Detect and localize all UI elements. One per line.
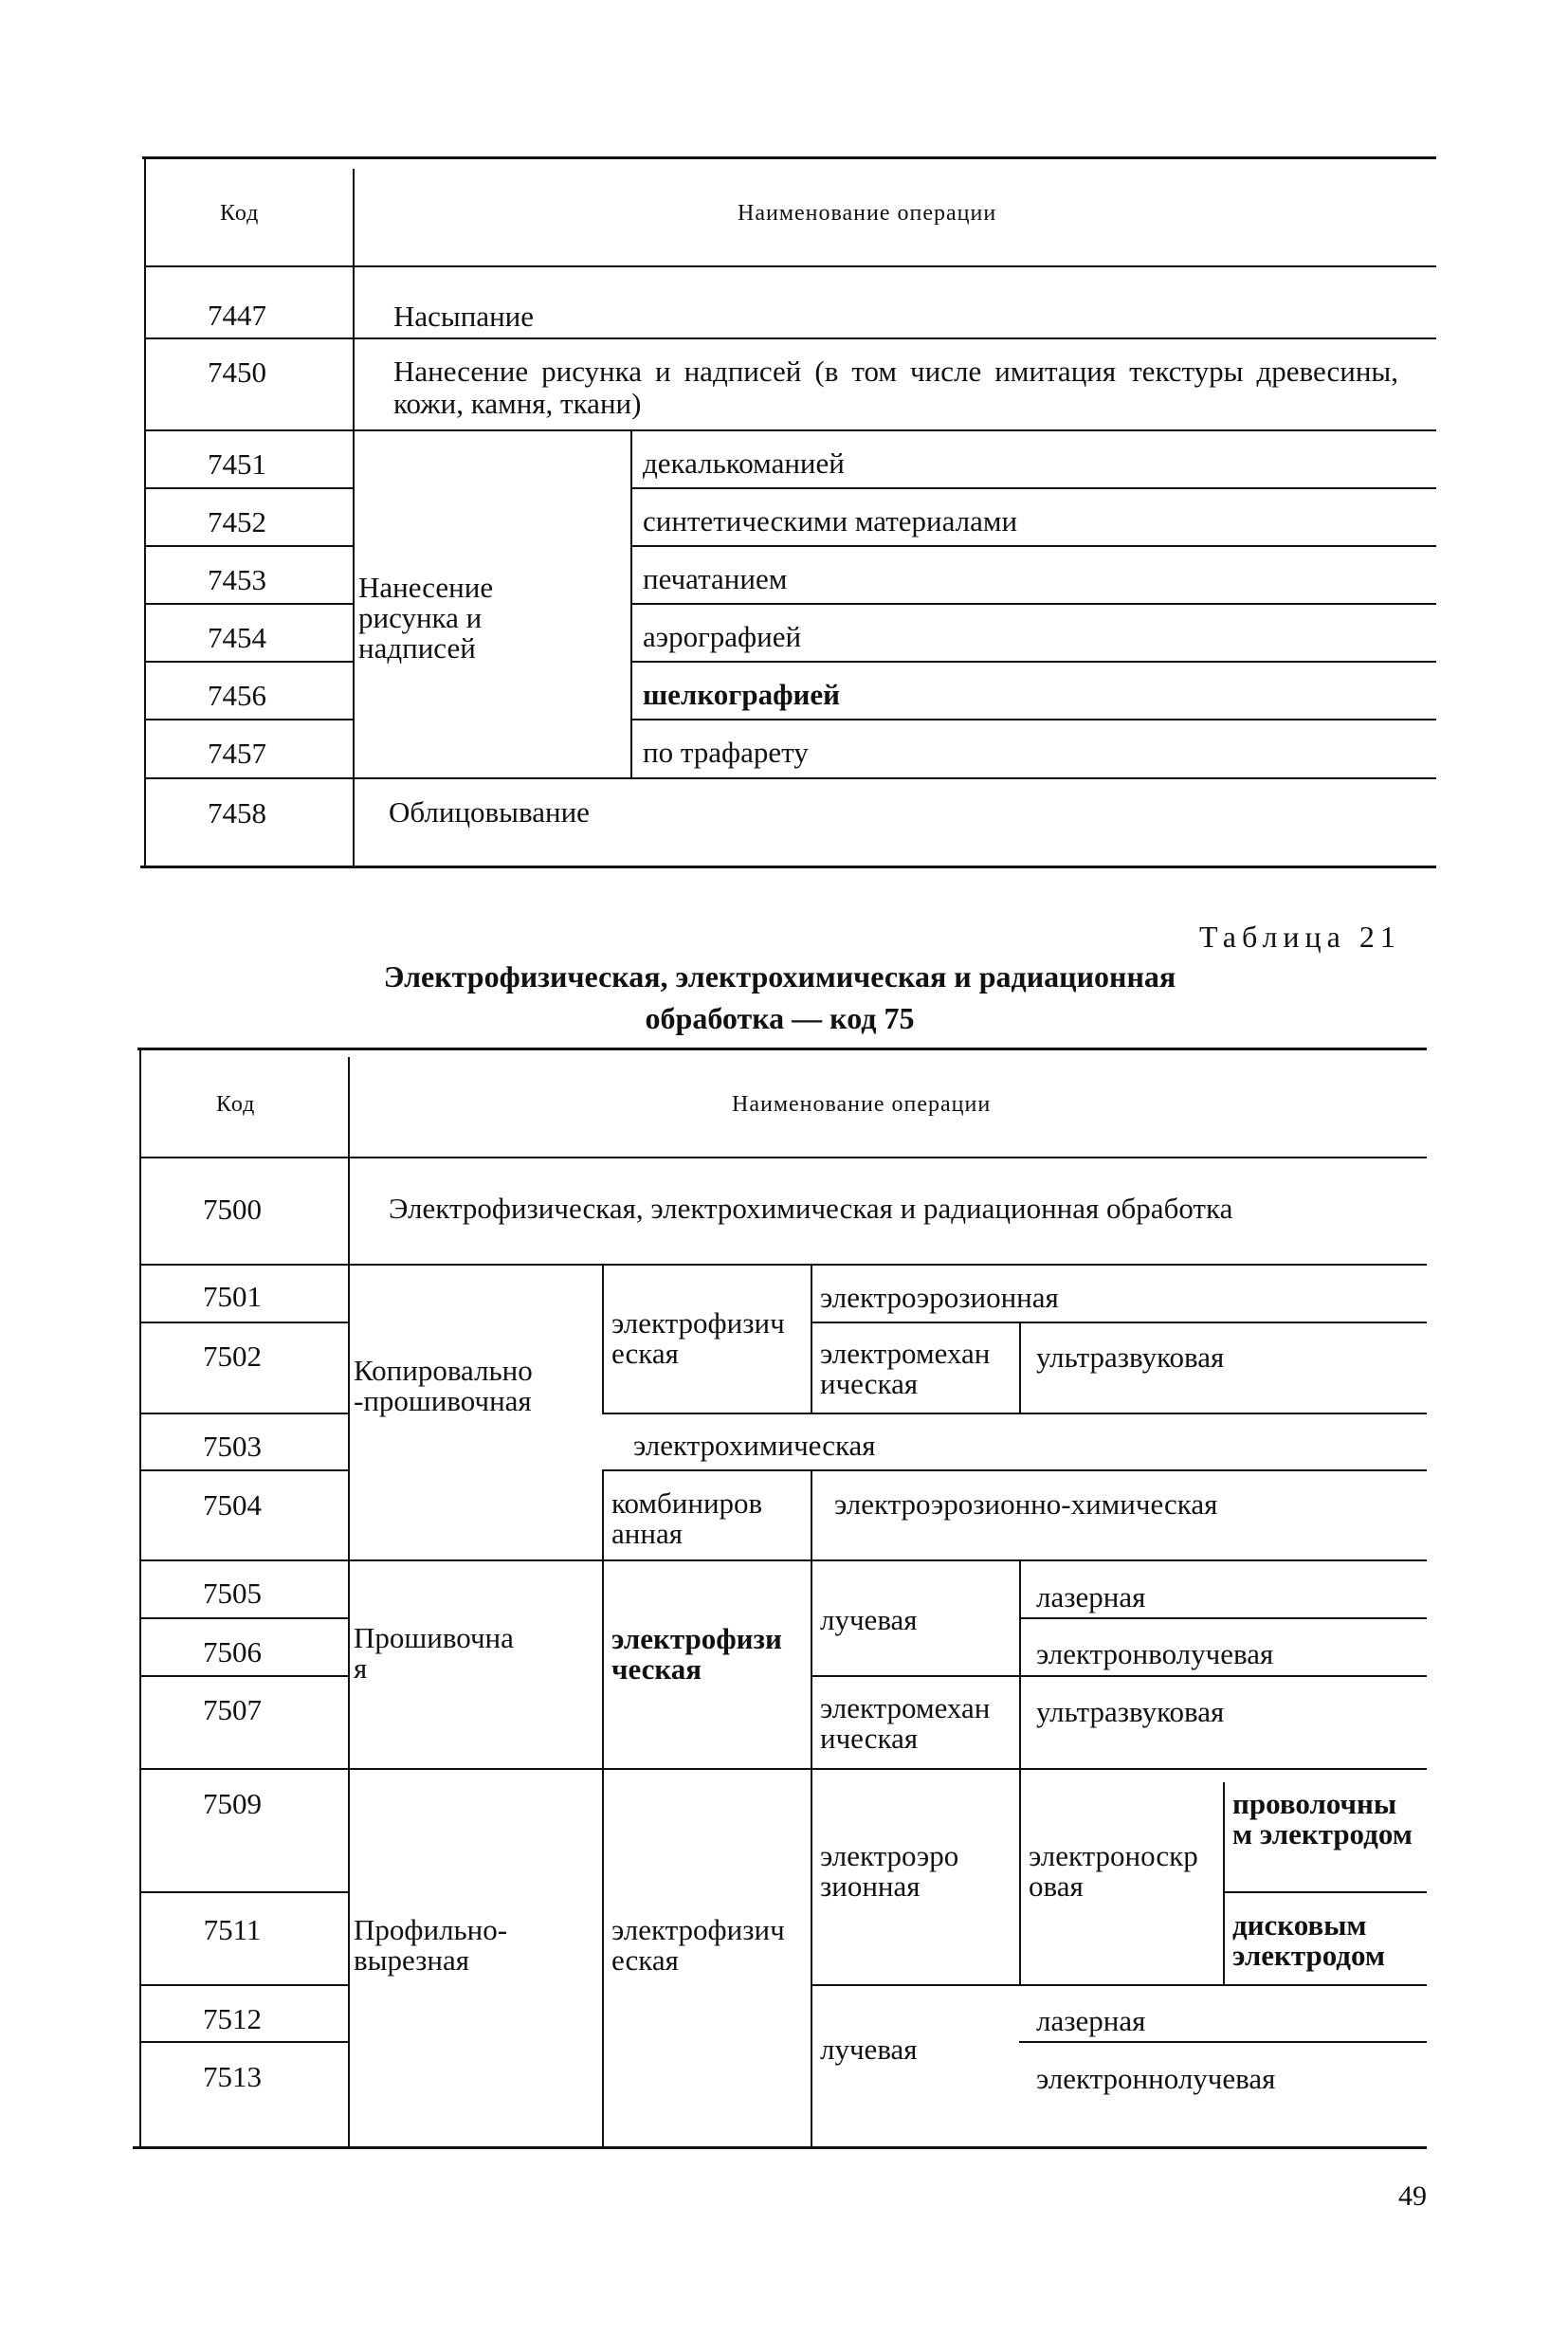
cell-lazernaya: лазерная (1036, 1580, 1146, 1614)
code-7453: 7453 (208, 563, 266, 596)
code-7451: 7451 (208, 447, 266, 481)
code-7505: 7505 (203, 1577, 262, 1610)
cell-kombinirovannaya: комбинированная (611, 1486, 763, 1550)
code-7456: 7456 (208, 679, 266, 712)
code-7503: 7503 (203, 1430, 262, 1463)
group-kopirovalno-proshivochnaya: Копировально-прошивочная (354, 1354, 533, 1417)
group-label: Нанесение рисунка и надписей (358, 571, 494, 665)
operation-name: аэрографией (643, 620, 802, 653)
cell-elektrofizicheskaya: электрофизическая (611, 1622, 782, 1686)
operation-name: декалькоманией (643, 447, 845, 480)
table-title-line-1: Электрофизическая, электрохимическая и радиационная (383, 959, 1176, 994)
cell-elektromekhanicheskaya: электромеханическая (820, 1337, 991, 1400)
code-7509: 7509 (203, 1787, 262, 1820)
operation-name: Электрофизическая, электрохимическая и радиационная обработка (389, 1192, 1233, 1225)
code-7457: 7457 (208, 737, 266, 770)
cell-luchevaya: лучевая (820, 2033, 918, 2066)
table-number: Таблица 21 (1199, 920, 1401, 954)
operation-name: Облицовывание (389, 795, 590, 829)
cell-elektroerozionno-khimicheskaya: электроэрозионно-химическая (834, 1487, 1218, 1521)
group-proshivochnaya: Прошивочная (354, 1621, 514, 1685)
cell-elektromekhanicheskaya: электромеханическая (820, 1691, 991, 1755)
operation-name-column-header: Наименование операции (738, 201, 997, 226)
cell-lazernaya: лазерная (1036, 2004, 1146, 2037)
operation-name: шелкографией (643, 678, 841, 711)
code-7447: 7447 (208, 299, 266, 332)
cell-elektronnoluchevaya: электроннолучевая (1036, 2062, 1276, 2095)
operation-name: Насыпание (393, 300, 535, 333)
code-7506: 7506 (203, 1635, 262, 1668)
operation-name-column-header: Наименование операции (732, 1092, 992, 1117)
cell-luchevaya: лучевая (820, 1603, 918, 1636)
code-7450: 7450 (208, 356, 266, 389)
code-7512: 7512 (203, 2002, 262, 2035)
cell-elektronoskrovaya: электроноскровая (1029, 1839, 1198, 1903)
cell-provolochnym-elektrodom: проволочным электродом (1232, 1787, 1413, 1851)
operation-name: печатанием (643, 562, 788, 595)
table-title-line-2: обработка — код 75 (645, 1001, 915, 1035)
cell-elektroerozionnaya: электроэрозионная (820, 1281, 1059, 1314)
cell-elektrofizicheskaya: электрофизическая (611, 1913, 785, 1977)
code-7513: 7513 (203, 2060, 262, 2093)
page-number: 49 (1398, 2180, 1427, 2212)
code-7500: 7500 (203, 1193, 262, 1226)
code-7502: 7502 (203, 1340, 262, 1373)
operation-name: синтетическими материалами (643, 504, 1018, 538)
code-7458: 7458 (208, 796, 266, 830)
code-7501: 7501 (203, 1280, 262, 1313)
code-7452: 7452 (208, 505, 266, 538)
code-7511: 7511 (203, 1913, 262, 1946)
cell-elektrokhimicheskaya: электрохимическая (633, 1429, 876, 1462)
cell-elektrofizicheskaya: электрофизическая (611, 1306, 785, 1370)
operation-name: Нанесение рисунка и надписей (в том числе имитация текстуры древесины, кожи, камня, ткани) (393, 355, 1398, 420)
operation-name: по трафарету (643, 736, 809, 769)
cell-ultrazvukovaya: ультразвуковая (1036, 1340, 1225, 1374)
code-column-header: Код (220, 201, 260, 226)
cell-diskovym-elektrodom: дисковым электродом (1232, 1908, 1386, 1972)
cell-elektronnoluchevaya: электронволучевая (1036, 1637, 1274, 1670)
code-7507: 7507 (203, 1693, 262, 1726)
cell-elektroerozionnaya: электроэрозионная (820, 1839, 959, 1903)
group-profilno-vyreznaya: Профильно-вырезная (354, 1913, 508, 1977)
code-column-header: Код (216, 1092, 256, 1117)
cell-ultrazvukovaya: ультразвуковая (1036, 1695, 1225, 1728)
code-7454: 7454 (208, 621, 266, 654)
code-7504: 7504 (203, 1488, 262, 1522)
